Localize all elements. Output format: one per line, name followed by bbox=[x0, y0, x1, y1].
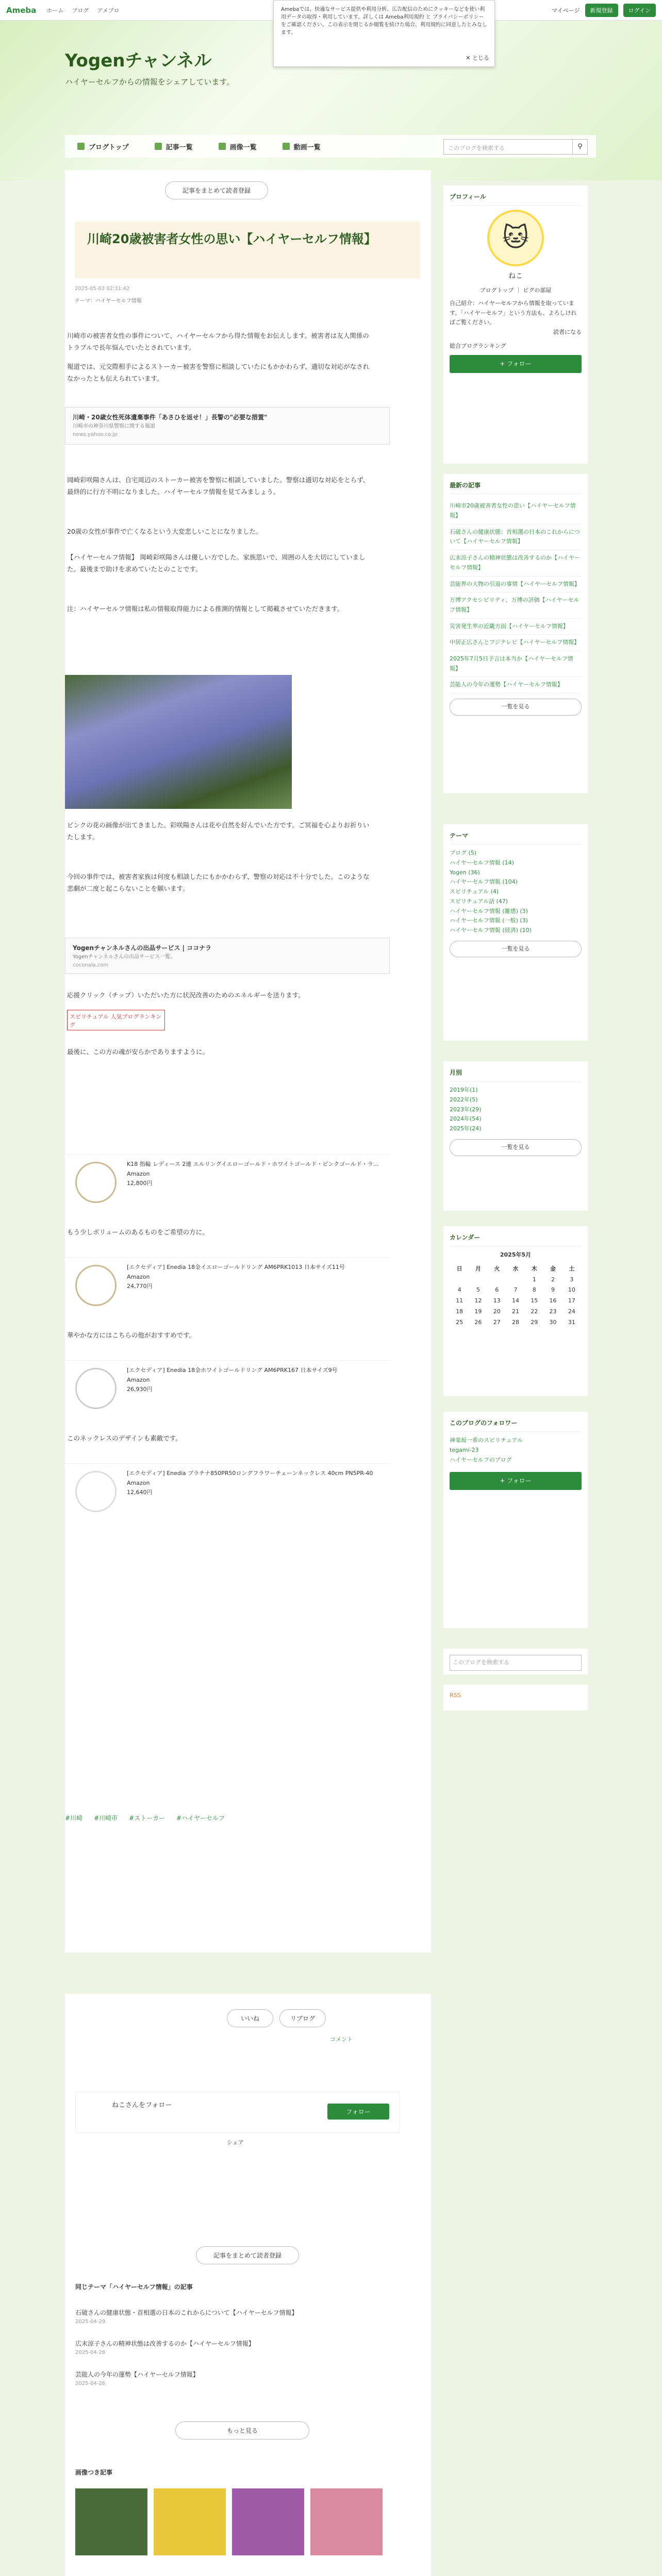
calendar-widget bbox=[443, 1226, 588, 1396]
article-paragraph: 川崎市の被害者女性の事件について、ハイヤーセルフから得た情報をお伝えします。被害者は友人関係のトラブルで長年悩んでいたとされています。 bbox=[67, 332, 369, 352]
follow-prompt bbox=[75, 2092, 400, 2133]
avatar[interactable]: 🐱 bbox=[487, 210, 544, 266]
day[interactable]: 8 bbox=[532, 1286, 536, 1294]
follow-button[interactable]: + フォロー bbox=[450, 355, 582, 372]
day bbox=[488, 1275, 506, 1285]
day[interactable]: 10 bbox=[568, 1286, 575, 1294]
product-card[interactable] bbox=[65, 1257, 390, 1314]
entry-date: 2025-04-26 bbox=[75, 2381, 106, 2387]
video-icon bbox=[283, 143, 290, 150]
link-card-sub: Yogenチャンネルさんの出品サービス一覧。 bbox=[73, 954, 176, 960]
article-title[interactable]: 川崎20歳被害者女性の思い【ハイヤーセルフ情報】 bbox=[75, 222, 420, 278]
day[interactable]: 29 bbox=[531, 1318, 538, 1326]
widget-heading: プロフィール bbox=[450, 192, 582, 206]
archive-item[interactable]: 2025年(24) bbox=[450, 1125, 482, 1132]
nav-label: 動画一覧 bbox=[293, 143, 321, 151]
more-button[interactable]: 一覧を見る bbox=[450, 699, 582, 716]
article-paragraph: 華やかな方にはこちらの他がおすすめです。 bbox=[67, 1331, 196, 1339]
weekday: 土 bbox=[569, 1265, 575, 1273]
product-name: [エクセディア] Enedia プラチナ850PR50ロングフラワーチェーンネックレス 40cm PN5PR-40 bbox=[127, 1470, 373, 1477]
more-button[interactable]: もっと見る bbox=[175, 2421, 309, 2439]
product-card[interactable] bbox=[65, 1154, 390, 1211]
recent-entry[interactable]: 川崎市20歳被害者女性の思い【ハイヤーセルフ情報】 bbox=[450, 498, 582, 524]
day[interactable]: 11 bbox=[456, 1297, 464, 1304]
entry-date: 2025-04-29 bbox=[75, 2319, 106, 2325]
weekday: 火 bbox=[494, 1265, 500, 1273]
subscribe-button[interactable]: 記事をまとめて読者登録 bbox=[196, 2246, 299, 2264]
same-theme-entry[interactable] bbox=[75, 2308, 400, 2326]
entry-title: 石破さんの健康状態・首相選の日本のこれからについて【ハイヤーセルフ情報】 bbox=[75, 2309, 298, 2316]
archive-item[interactable]: 2019年(1) bbox=[450, 1087, 478, 1094]
follower-item[interactable]: tegami-23 bbox=[450, 1447, 479, 1454]
theme-item[interactable]: スピリチュアル (4) bbox=[450, 888, 499, 895]
nav-blog[interactable]: ブログ bbox=[72, 7, 89, 14]
entry-title: 芸能人の今年の運勢【ハイヤーセルフ情報】 bbox=[75, 2371, 199, 2378]
recent-entries-widget bbox=[443, 474, 588, 793]
day[interactable]: 4 bbox=[457, 1286, 461, 1294]
theme-item[interactable]: ハイヤーセルフ情報 (104) bbox=[450, 878, 518, 886]
day[interactable]: 31 bbox=[568, 1318, 575, 1326]
widget-heading: 月別 bbox=[450, 1067, 582, 1081]
ring-image bbox=[75, 1265, 117, 1306]
subscribe-button[interactable]: 記事をまとめて読者登録 bbox=[165, 181, 268, 199]
link-card-url: coconala.com bbox=[73, 962, 109, 969]
article-paragraph: 注：ハイヤーセルフ情報は私の情報取得能力による推測的情報として掲載させていただきます。 bbox=[67, 605, 344, 613]
profile-more-link[interactable]: 読者になる bbox=[553, 328, 582, 335]
day[interactable]: 3 bbox=[570, 1276, 574, 1283]
day[interactable]: 21 bbox=[511, 1308, 519, 1315]
more-button[interactable]: 一覧を見る bbox=[450, 1139, 582, 1156]
nav-label: 画像一覧 bbox=[229, 143, 257, 151]
day[interactable]: 22 bbox=[531, 1308, 538, 1315]
search-icon[interactable]: ⚲ bbox=[572, 139, 588, 155]
blog-title[interactable]: Yogenチャンネル bbox=[65, 50, 212, 71]
link-card[interactable] bbox=[65, 938, 390, 974]
home-icon bbox=[77, 143, 85, 150]
weekday: 日 bbox=[456, 1265, 462, 1273]
calendar-table bbox=[450, 1263, 582, 1328]
day[interactable]: 9 bbox=[551, 1286, 555, 1294]
follow-button[interactable]: + フォロー bbox=[450, 1472, 582, 1489]
day[interactable]: 17 bbox=[568, 1297, 575, 1304]
entry-image[interactable] bbox=[232, 2488, 304, 2555]
day[interactable]: 7 bbox=[514, 1286, 518, 1294]
same-theme-heading: 同じテーマ「ハイヤーセルフ情報」の記事 bbox=[75, 2283, 193, 2291]
top-nav bbox=[46, 6, 119, 14]
product-price: 12,800円 bbox=[127, 1180, 153, 1187]
weekday: 金 bbox=[550, 1265, 556, 1273]
day[interactable]: 2 bbox=[551, 1276, 555, 1283]
side-search-input[interactable]: このブログを検索する bbox=[450, 1655, 582, 1671]
mypage-link[interactable]: マイページ bbox=[551, 7, 580, 14]
widget-heading: このブログのフォロワー bbox=[450, 1418, 582, 1432]
article-paragraph: 最後に、この方の魂が安らかでありますように。 bbox=[67, 1048, 209, 1056]
entry-image[interactable] bbox=[310, 2488, 383, 2555]
product-name: [エクセディア] Enedia 18金イエローゴールドリング AM6PRK1013 日本サイズ11号 bbox=[127, 1264, 345, 1270]
article-paragraph: このネックレスのデザインも素敵です。 bbox=[67, 1434, 182, 1442]
product-shop: Amazon bbox=[127, 1170, 150, 1177]
theme-item[interactable]: ハイヤーセルフ情報 (雑感) (3) bbox=[450, 907, 528, 914]
product-price: 12,640円 bbox=[127, 1489, 153, 1496]
product-card[interactable] bbox=[65, 1463, 390, 1520]
nav-blog-top[interactable] bbox=[77, 142, 129, 151]
nav-label: ブログトップ bbox=[89, 143, 129, 151]
recent-entry[interactable]: 石破さんの健康状態：首相選の日本のこれからについて【ハイヤーセルフ情報】 bbox=[450, 524, 582, 550]
article-paragraph: 応援クリック（チップ）いただいた方に状況改善のためのエネルギーを送ります。 bbox=[67, 991, 305, 999]
theme-item[interactable]: ハイヤーセルフ情報 (14) bbox=[450, 859, 514, 867]
follow-prompt-text: ねこさんをフォロー bbox=[112, 2102, 172, 2109]
product-card[interactable] bbox=[65, 1360, 390, 1417]
hashtag[interactable]: #川崎市 bbox=[94, 1815, 118, 1822]
more-button[interactable]: 一覧を見る bbox=[450, 941, 582, 958]
follow-button[interactable]: フォロー bbox=[327, 2104, 389, 2120]
reblog-button[interactable]: リブログ bbox=[279, 2009, 326, 2027]
article-paragraph: 20歳の女性が事件で亡くなるという大変悲しいことになりました。 bbox=[67, 528, 262, 535]
necklace-image bbox=[75, 1471, 117, 1512]
widget-heading: テーマ bbox=[450, 831, 582, 844]
close-notice-button[interactable]: ✕ とじる bbox=[466, 54, 489, 61]
day[interactable]: 12 bbox=[474, 1297, 482, 1304]
login-button[interactable]: ログイン bbox=[623, 4, 656, 17]
product-shop: Amazon bbox=[127, 1273, 150, 1280]
day[interactable]: 30 bbox=[549, 1318, 557, 1326]
weekday: 木 bbox=[531, 1265, 537, 1273]
recent-entry[interactable]: 災害発生率の近畿方面【ハイヤーセルフ情報】 bbox=[450, 619, 582, 635]
product-price: 24,770円 bbox=[127, 1283, 153, 1290]
day bbox=[507, 1275, 524, 1285]
day bbox=[469, 1275, 487, 1285]
theme-item[interactable]: ハイヤーセルフ情報 (経済) (10) bbox=[450, 926, 532, 934]
reaction-bar bbox=[227, 2009, 326, 2027]
followers-widget bbox=[443, 1412, 588, 1628]
signup-button[interactable]: 新規登録 bbox=[585, 4, 618, 17]
same-theme-entry[interactable] bbox=[75, 2370, 400, 2388]
product-shop: Amazon bbox=[127, 1479, 150, 1486]
rss-widget bbox=[443, 1685, 588, 1710]
day[interactable]: 24 bbox=[568, 1308, 575, 1315]
entry-image[interactable] bbox=[154, 2488, 226, 2555]
list-icon bbox=[155, 143, 162, 150]
hashtag[interactable]: #川崎 bbox=[65, 1815, 83, 1822]
flower-photo[interactable] bbox=[65, 675, 292, 809]
day[interactable]: 19 bbox=[474, 1308, 482, 1315]
article-date: 2025-05-03 02:31:42 bbox=[75, 286, 130, 292]
day[interactable]: 15 bbox=[531, 1297, 538, 1304]
images-heading: 画像つき記事 bbox=[75, 2469, 113, 2476]
weekday: 月 bbox=[475, 1265, 481, 1273]
theme-item[interactable]: ブログ (5) bbox=[450, 850, 477, 857]
theme-item[interactable]: ハイヤーセルフ情報 (一般) (3) bbox=[450, 917, 528, 924]
rss-icon[interactable]: RSS bbox=[450, 1692, 461, 1699]
cookie-notice bbox=[273, 0, 495, 67]
product-name: [エクセディア] Enedia 18金ホワイトゴールドリング AM6PRK167 日本サイズ9号 bbox=[127, 1367, 338, 1374]
day[interactable]: 23 bbox=[549, 1308, 557, 1315]
day[interactable]: 1 bbox=[532, 1276, 536, 1283]
calendar-month: 2025年5月 bbox=[500, 1251, 532, 1259]
pigg-room-link[interactable]: ピグの部屋 bbox=[523, 287, 552, 294]
recent-entry[interactable]: 広末涼子さんの精神状態は改善するのか【ハイヤーセルフ情報】 bbox=[450, 550, 582, 576]
link-card-title: Yogenチャンネルさんの出品サービス | ココナラ bbox=[73, 944, 212, 952]
product-price: 26,930円 bbox=[127, 1386, 153, 1393]
nav-home[interactable]: ホーム bbox=[46, 7, 64, 14]
article-paragraph: 岡崎彩咲陽さんは、自宅周辺のストーカー被害を警察に相談していました。警察は適切な対応をとらず、最終的に行方不明になりました。ハイヤーセルフ情報を見てみましょう。 bbox=[67, 476, 370, 496]
follower-item[interactable]: 神楽坂一希のスピリチュアル bbox=[450, 1437, 523, 1444]
recent-entry[interactable]: 中居正広さんとフジテレビ【ハイヤーセルフ情報】 bbox=[450, 635, 582, 651]
link-card-url: news.yahoo.co.jp bbox=[73, 432, 118, 438]
nav-video-list[interactable] bbox=[283, 142, 321, 151]
profile-name[interactable]: ねこ bbox=[508, 272, 523, 281]
theme-widget bbox=[443, 824, 588, 1041]
product-name: K18 指輪 レディース 2連 エルリングイエローゴールド・ホワイトゴールド・ピンクゴールド・ラ... bbox=[127, 1161, 379, 1167]
day[interactable]: 5 bbox=[476, 1286, 480, 1294]
blog-description: ハイヤーセルフからの情報をシェアしています。 bbox=[65, 77, 235, 87]
same-theme-entry[interactable] bbox=[75, 2339, 400, 2357]
hashtag[interactable]: #ストーカー bbox=[129, 1815, 165, 1822]
day[interactable]: 16 bbox=[549, 1297, 557, 1304]
day[interactable]: 6 bbox=[495, 1286, 499, 1294]
share-label[interactable]: シェア bbox=[227, 2139, 244, 2146]
nav-entry-list[interactable] bbox=[155, 142, 193, 151]
cookie-notice-text: Amebaでは、快適なサービス提供や利用分析、広告配信のためにクッキーなどを使い利用データの取得・利用しています。詳しくは Ameba利用規約 と プライバシーポリシー をご確認ください。この表示を閉じるか閲覧を続けた場合、利用規約に同意したとみなします。 bbox=[281, 7, 487, 36]
archive-item[interactable]: 2024年(54) bbox=[450, 1115, 482, 1123]
image-entries bbox=[75, 2488, 405, 2557]
article-meta bbox=[75, 286, 420, 292]
hashtag[interactable]: #ハイヤーセルフ bbox=[176, 1815, 225, 1822]
link-card[interactable] bbox=[65, 407, 390, 445]
side-search bbox=[443, 1649, 588, 1674]
nav-image-list[interactable] bbox=[219, 142, 257, 151]
recent-entry[interactable]: 2025年7月5日予言は本当か【ハイヤーセルフ情報】 bbox=[450, 651, 582, 677]
day[interactable]: 27 bbox=[493, 1318, 501, 1326]
widget-heading: カレンダー bbox=[450, 1232, 582, 1246]
like-button[interactable]: いいね bbox=[227, 2009, 273, 2027]
day[interactable]: 25 bbox=[456, 1318, 464, 1326]
recent-entry[interactable]: 芸能人の今年の運勢【ハイヤーセルフ情報】 bbox=[450, 677, 582, 693]
search-input[interactable]: このブログを検索する bbox=[443, 139, 583, 155]
comments-link[interactable]: コメント bbox=[330, 2036, 353, 2043]
profile-bio: 自己紹介：ハイヤーセルフから情報を取っています。「ハイヤーセルフ」という方法も、よろしければご覧ください。 bbox=[450, 299, 577, 326]
entry-image[interactable] bbox=[75, 2488, 147, 2555]
ameba-logo[interactable]: Ameba bbox=[6, 5, 37, 15]
blog-top-link[interactable]: ブログトップ bbox=[479, 287, 514, 294]
ring-image bbox=[75, 1162, 117, 1203]
hashtag-list bbox=[65, 1814, 225, 1822]
article-theme[interactable]: テーマ：ハイヤーセルフ情報 bbox=[75, 298, 142, 304]
link-card-title: 川崎・20歳女性死体遺棄事件「あさひを返せ！」長警の"必要な措置" bbox=[73, 414, 268, 421]
ring-image bbox=[75, 1368, 117, 1409]
day[interactable]: 28 bbox=[511, 1318, 519, 1326]
day[interactable]: 13 bbox=[493, 1297, 501, 1304]
ranking-label[interactable]: 総合ブログランキング bbox=[450, 342, 506, 349]
archive-widget bbox=[443, 1061, 588, 1211]
article-paragraph: 今回の事件では、被害者家族は何度も相談したにもかかわらず、警察の対応は不十分でした。このような悲劇が二度と起こらないことを願います。 bbox=[67, 873, 370, 893]
profile-widget: プロフィール 🐱 ねこ ブログトップ ｜ ピグの部屋 自己紹介：ハイヤーセルフから情報を取っています。「ハイヤーセルフ」という方法も、よろしければご覧ください。 読者になる 総合ブログランキング + フォロー bbox=[443, 185, 588, 464]
recent-entry[interactable]: 芸能界の大物の引退の事情【ハイヤーセルフ情報】 bbox=[450, 577, 582, 593]
day[interactable]: 14 bbox=[511, 1297, 519, 1304]
article-paragraph: ピンクの花の画像が出てきました。彩咲陽さんは花や自然を好んでいた方です。ご冥福を心よりお祈りいたします。 bbox=[67, 821, 370, 841]
image-icon bbox=[219, 143, 226, 150]
follower-item[interactable]: ハイヤーセルフのブログ bbox=[450, 1456, 512, 1463]
archive-item[interactable]: 2022年(5) bbox=[450, 1096, 478, 1104]
ranking-banner[interactable]: スピリチュアル 人気ブログランキング bbox=[67, 1010, 165, 1030]
day[interactable]: 26 bbox=[474, 1318, 482, 1326]
article-paragraph: 報道では、元交際相手によるストーカー被害を警察に相談していたにもかかわらず、適切な対応がなされなかったとも伝えられています。 bbox=[67, 363, 370, 383]
day[interactable]: 20 bbox=[493, 1308, 501, 1315]
entry-date: 2025-04-28 bbox=[75, 2350, 106, 2356]
recent-entry[interactable]: 万博アクセシビリティ、万博の評価【ハイヤーセルフ情報】 bbox=[450, 592, 582, 618]
product-shop: Amazon bbox=[127, 1376, 150, 1383]
weekday: 水 bbox=[512, 1265, 519, 1273]
archive-item[interactable]: 2023年(29) bbox=[450, 1106, 482, 1113]
theme-item[interactable]: スピリチュアル話 (47) bbox=[450, 897, 508, 905]
link-card-sub: 川崎市の神奈川県警察に関する報道 bbox=[73, 423, 155, 430]
day[interactable]: 18 bbox=[456, 1308, 464, 1315]
entry-title: 広末涼子さんの精神状態は改善するのか【ハイヤーセルフ情報】 bbox=[75, 2340, 255, 2347]
article-paragraph: もう少しボリュームのあるものをご希望の方に。 bbox=[67, 1228, 209, 1236]
nav-ameblo[interactable]: アメブロ bbox=[97, 7, 120, 14]
widget-heading: 最新の記事 bbox=[450, 480, 582, 494]
nav-label: 記事一覧 bbox=[166, 143, 193, 151]
theme-item[interactable]: Yogen (36) bbox=[450, 869, 480, 876]
day bbox=[451, 1275, 468, 1285]
article-paragraph: 【ハイヤーセルフ情報】 岡崎彩咲陽さんは優しい方でした。家族思いで、周囲の人を大切にしていました。最後まで助けを求めていたとのことです。 bbox=[67, 553, 366, 573]
